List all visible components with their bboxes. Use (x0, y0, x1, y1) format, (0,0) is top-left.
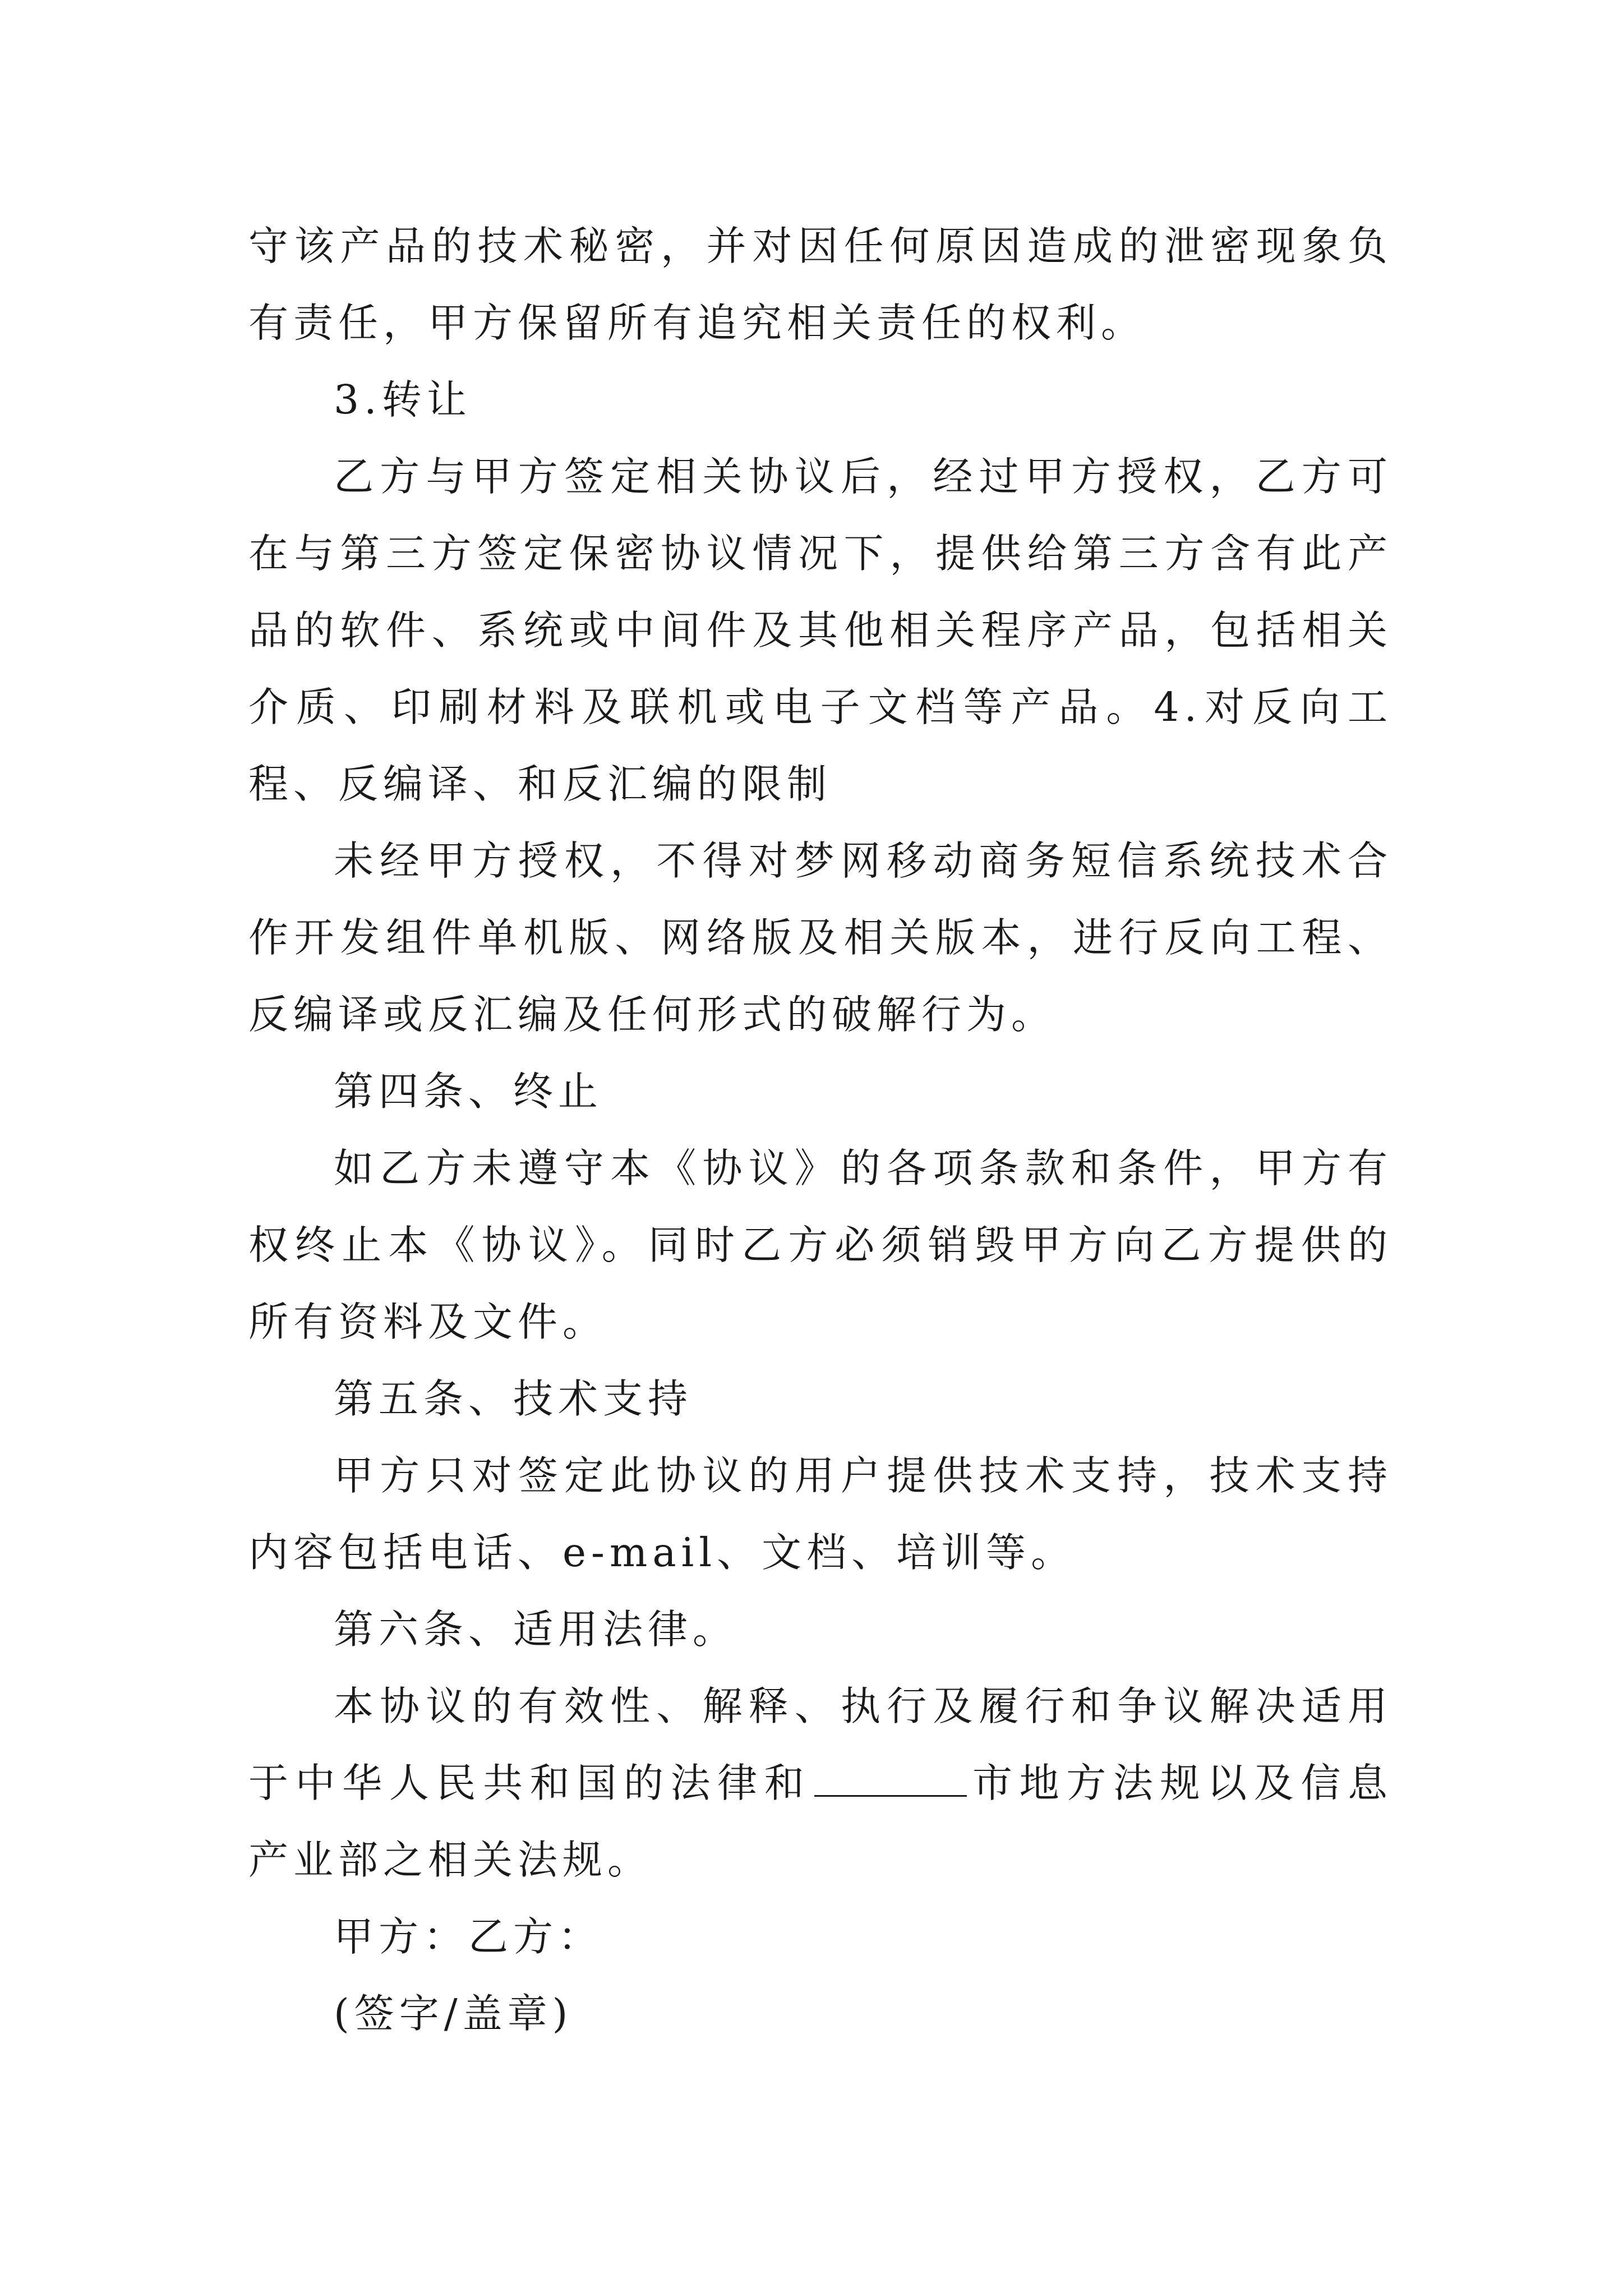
paragraph-support: 甲方只对签定此协议的用户提供技术支持，技术支持内容包括电话、e-mail、文档、培训等。 (248, 1452, 1393, 1576)
heading-transfer: 3.转让 (334, 376, 472, 423)
paragraph-applicable-law (248, 1668, 1393, 1898)
paragraph-termination: 如乙方未遵守本《协议》的各项条款和条件，甲方有权终止本《协议》。同时乙方必须销毁甲方向乙方提供的所有资料及文件。 (248, 1145, 1393, 1345)
party-labels: 甲方：乙方： (334, 1913, 603, 1960)
law-text-end: 市地方法规以及信息产业部之相关法规。 (248, 1760, 1393, 1883)
signature-note: (签字/盖章) (334, 1990, 573, 2037)
paragraph-confidentiality-cont: 守该产品的技术秘密，并对因任何原因造成的泄密现象负有责任，甲方保留所有追究相关责任的权利。 (248, 223, 1393, 346)
paragraph-reverse-engineering: 未经甲方授权，不得对梦网移动商务短信系统技术合作开发组件单机版、网络版及相关版本，进行反向工程、反编译或反汇编及任何形式的破解行为。 (248, 838, 1393, 1038)
document-body (248, 208, 1393, 2052)
paragraph-transfer: 乙方与甲方签定相关协议后，经过甲方授权，乙方可在与第三方签定保密协议情况下，提供给第三方含有此产品的软件、系统或中间件及其他相关程序产品，包括相关介质、印刷材料及联机或电子文档等产品。4.对反向工程、反编译、和反汇编的限制 (248, 453, 1393, 807)
blank-city-field (814, 1763, 967, 1797)
heading-article-6-law: 第六条、适用法律。 (334, 1606, 738, 1653)
law-text-start: 本协议的有效性、解释、执行及履行和争议解决适用于中华人民共和国的法律和 (248, 1683, 1393, 1806)
heading-article-5-support: 第五条、技术支持 (334, 1375, 693, 1422)
heading-article-4-termination: 第四条、终止 (334, 1068, 603, 1115)
